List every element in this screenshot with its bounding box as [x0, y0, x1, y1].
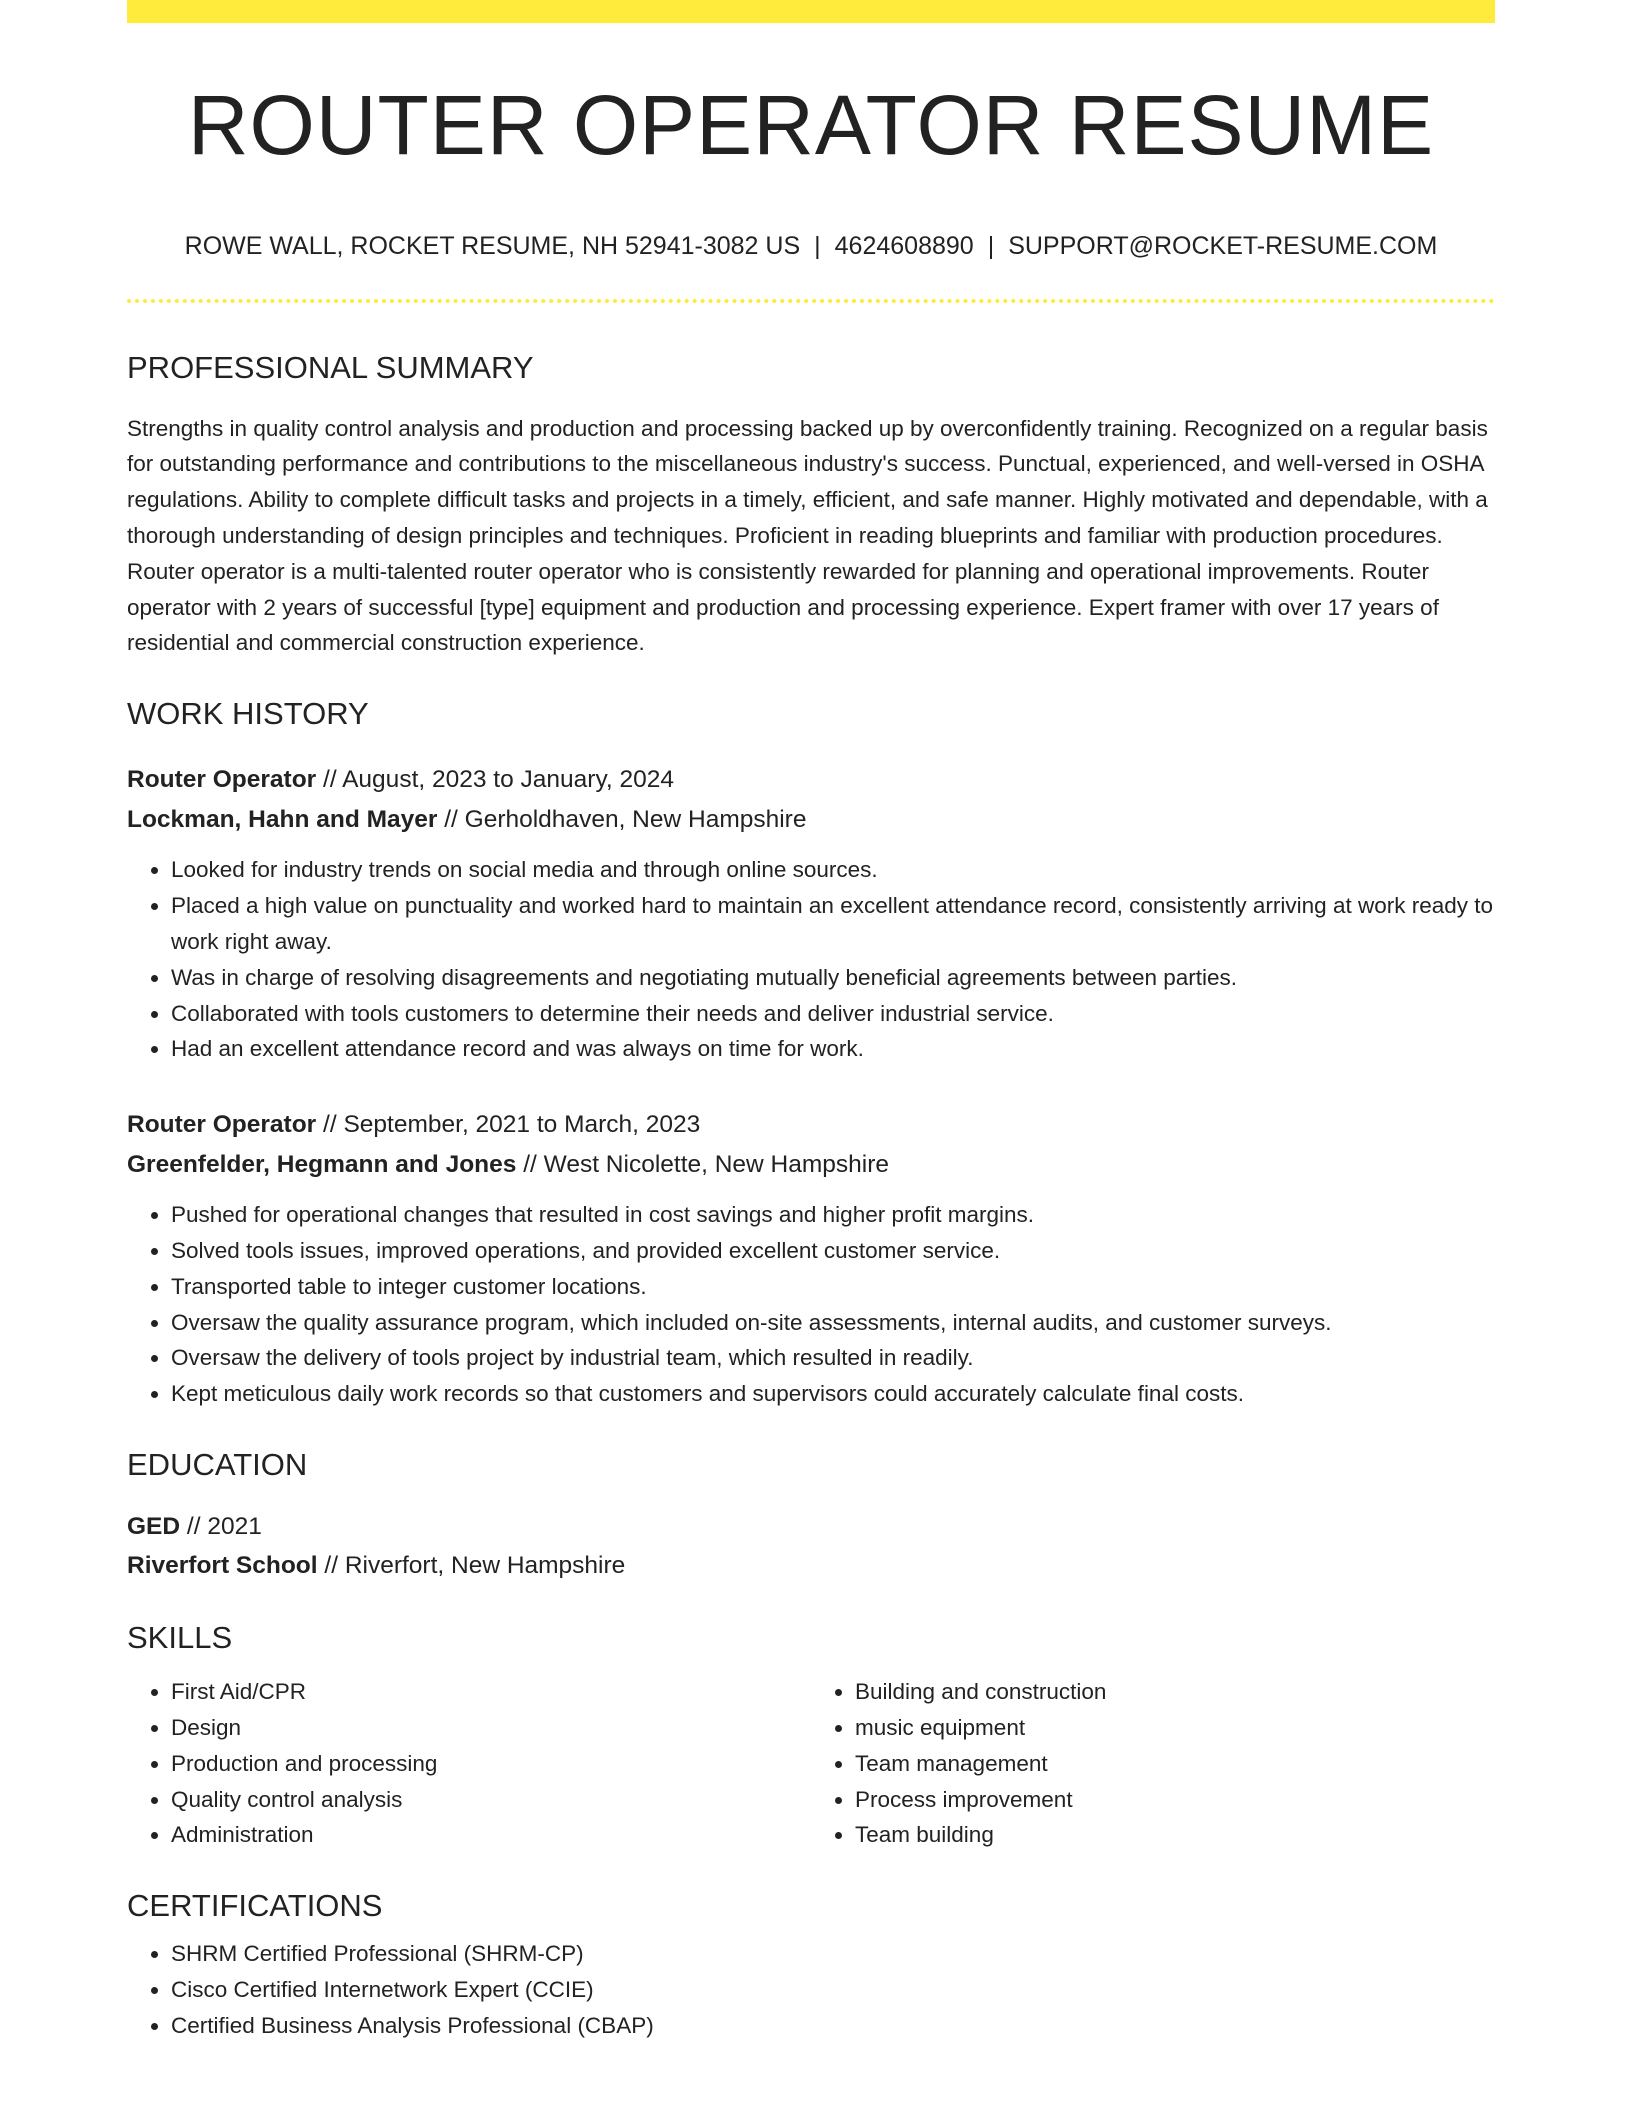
job-company: Lockman, Hahn and Mayer: [127, 806, 438, 834]
job-dates: // August, 2023 to January, 2024: [316, 766, 674, 794]
skill-item: • Quality control analysis: [171, 1782, 811, 1818]
skills-list-left: [127, 1674, 811, 1853]
skill-item: • Administration: [171, 1817, 811, 1853]
job-company-line: [127, 1145, 1495, 1185]
certifications-list: [127, 1936, 1495, 2043]
job-bullets: [127, 852, 1495, 1067]
education-degree: GED: [127, 1513, 181, 1541]
job-location: // Gerholdhaven, New Hampshire: [437, 806, 807, 834]
certifications-heading: CERTIFICATIONS: [127, 1888, 383, 1924]
work-history-heading: WORK HISTORY: [127, 696, 369, 732]
education-entry: [127, 1507, 1495, 1585]
contact-address: ROWE WALL, ROCKET RESUME, NH 52941-3082 US: [184, 232, 801, 261]
job-title: Router Operator: [127, 766, 317, 794]
certification-item: • Cisco Certified Internetwork Expert (CCIE): [171, 1972, 1495, 2008]
job-bullet: • Pushed for operational changes that resulted in cost savings and higher profit margins.: [171, 1197, 1495, 1233]
job-dates: // September, 2021 to March, 2023: [316, 1111, 701, 1139]
dotted-divider: [127, 299, 1495, 303]
skills-list-right: [811, 1674, 1495, 1853]
contact-phone: 4624608890: [834, 232, 974, 261]
job-bullet: • Kept meticulous daily work records so that customers and supervisors could accurately calculate final costs.: [171, 1376, 1495, 1412]
skill-item: • music equipment: [855, 1710, 1495, 1746]
contact-separator: |: [814, 232, 821, 261]
job-entry: [127, 1105, 1495, 1412]
contact-separator: |: [987, 232, 995, 261]
skill-item: • Design: [171, 1710, 811, 1746]
job-bullet: • Oversaw the delivery of tools project by industrial team, which resulted in readily.: [171, 1340, 1495, 1376]
job-bullet: • Transported table to integer customer locations.: [171, 1269, 1495, 1305]
education-school-line: [127, 1546, 1495, 1585]
certification-item: • Certified Business Analysis Professional (CBAP): [171, 2008, 1495, 2044]
job-bullet: • Oversaw the quality assurance program, which included on-site assessments, internal audits, and customer surveys.: [171, 1305, 1495, 1341]
job-bullet: • Placed a high value on punctuality and worked hard to maintain an excellent attendance record, consistently arriving at work ready to work right away.: [171, 888, 1495, 960]
resume-title: ROUTER OPERATOR RESUME: [187, 78, 1435, 172]
skill-item: • Team building: [855, 1817, 1495, 1853]
job-bullets: [127, 1197, 1495, 1412]
skill-item: • Building and construction: [855, 1674, 1495, 1710]
job-bullet: • Solved tools issues, improved operations, and provided excellent customer service.: [171, 1233, 1495, 1269]
skills-heading: SKILLS: [127, 1620, 233, 1656]
job-bullet: • Collaborated with tools customers to determine their needs and deliver industrial service.: [171, 996, 1495, 1032]
education-school: Riverfort School: [127, 1552, 318, 1580]
contact-email: SUPPORT@ROCKET-RESUME.COM: [1008, 232, 1438, 261]
education-degree-line: [127, 1507, 1495, 1546]
job-bullet: • Looked for industry trends on social media and through online sources.: [171, 852, 1495, 888]
accent-bar: [127, 0, 1495, 23]
skill-item: • First Aid/CPR: [171, 1674, 811, 1710]
job-bullet: • Had an excellent attendance record and was always on time for work.: [171, 1031, 1495, 1067]
skill-item: • Production and processing: [171, 1746, 811, 1782]
job-title-line: [127, 760, 1495, 800]
job-title: Router Operator: [127, 1111, 317, 1139]
job-bullet: • Was in charge of resolving disagreements and negotiating mutually beneficial agreements between parties.: [171, 960, 1495, 996]
education-location: // Riverfort, New Hampshire: [317, 1552, 626, 1580]
job-title-line: [127, 1105, 1495, 1145]
education-heading: EDUCATION: [127, 1446, 308, 1482]
skill-item: • Process improvement: [855, 1782, 1495, 1818]
skills-grid: [127, 1674, 1495, 1853]
skill-item: • Team management: [855, 1746, 1495, 1782]
certification-item: • SHRM Certified Professional (SHRM-CP): [171, 1936, 1495, 1972]
summary-heading: PROFESSIONAL SUMMARY: [127, 350, 534, 386]
education-year: // 2021: [180, 1513, 262, 1541]
job-company: Greenfelder, Hegmann and Jones: [127, 1151, 517, 1179]
job-company-line: [127, 800, 1495, 840]
summary-text: Strengths in quality control analysis and production and processing backed up by overconfidently training. Recognized on a regular basis for outstanding performance and contributions to the miscellaneous industry's success. Punctual, experienced, and well-versed in OSHA regulations. Ability to complete difficult tasks and projects in a timely, efficient, and safe manner. Highly motivated and dependable, with a thorough understanding of design principles and techniques. Proficient in reading blueprints and familiar with production procedures. Router operator is a multi-talented router operator who is consistently rewarded for planning and operational improvements. Router operator with 2 years of successful [type] equipment and production and processing experience. Expert framer with over 17 years of residential and commercial construction experience.: [127, 415, 1488, 656]
job-entry: [127, 760, 1495, 1067]
resume-page: [127, 0, 1495, 2044]
job-location: // West Nicolette, New Hampshire: [516, 1151, 890, 1179]
contact-line: [127, 231, 1495, 261]
